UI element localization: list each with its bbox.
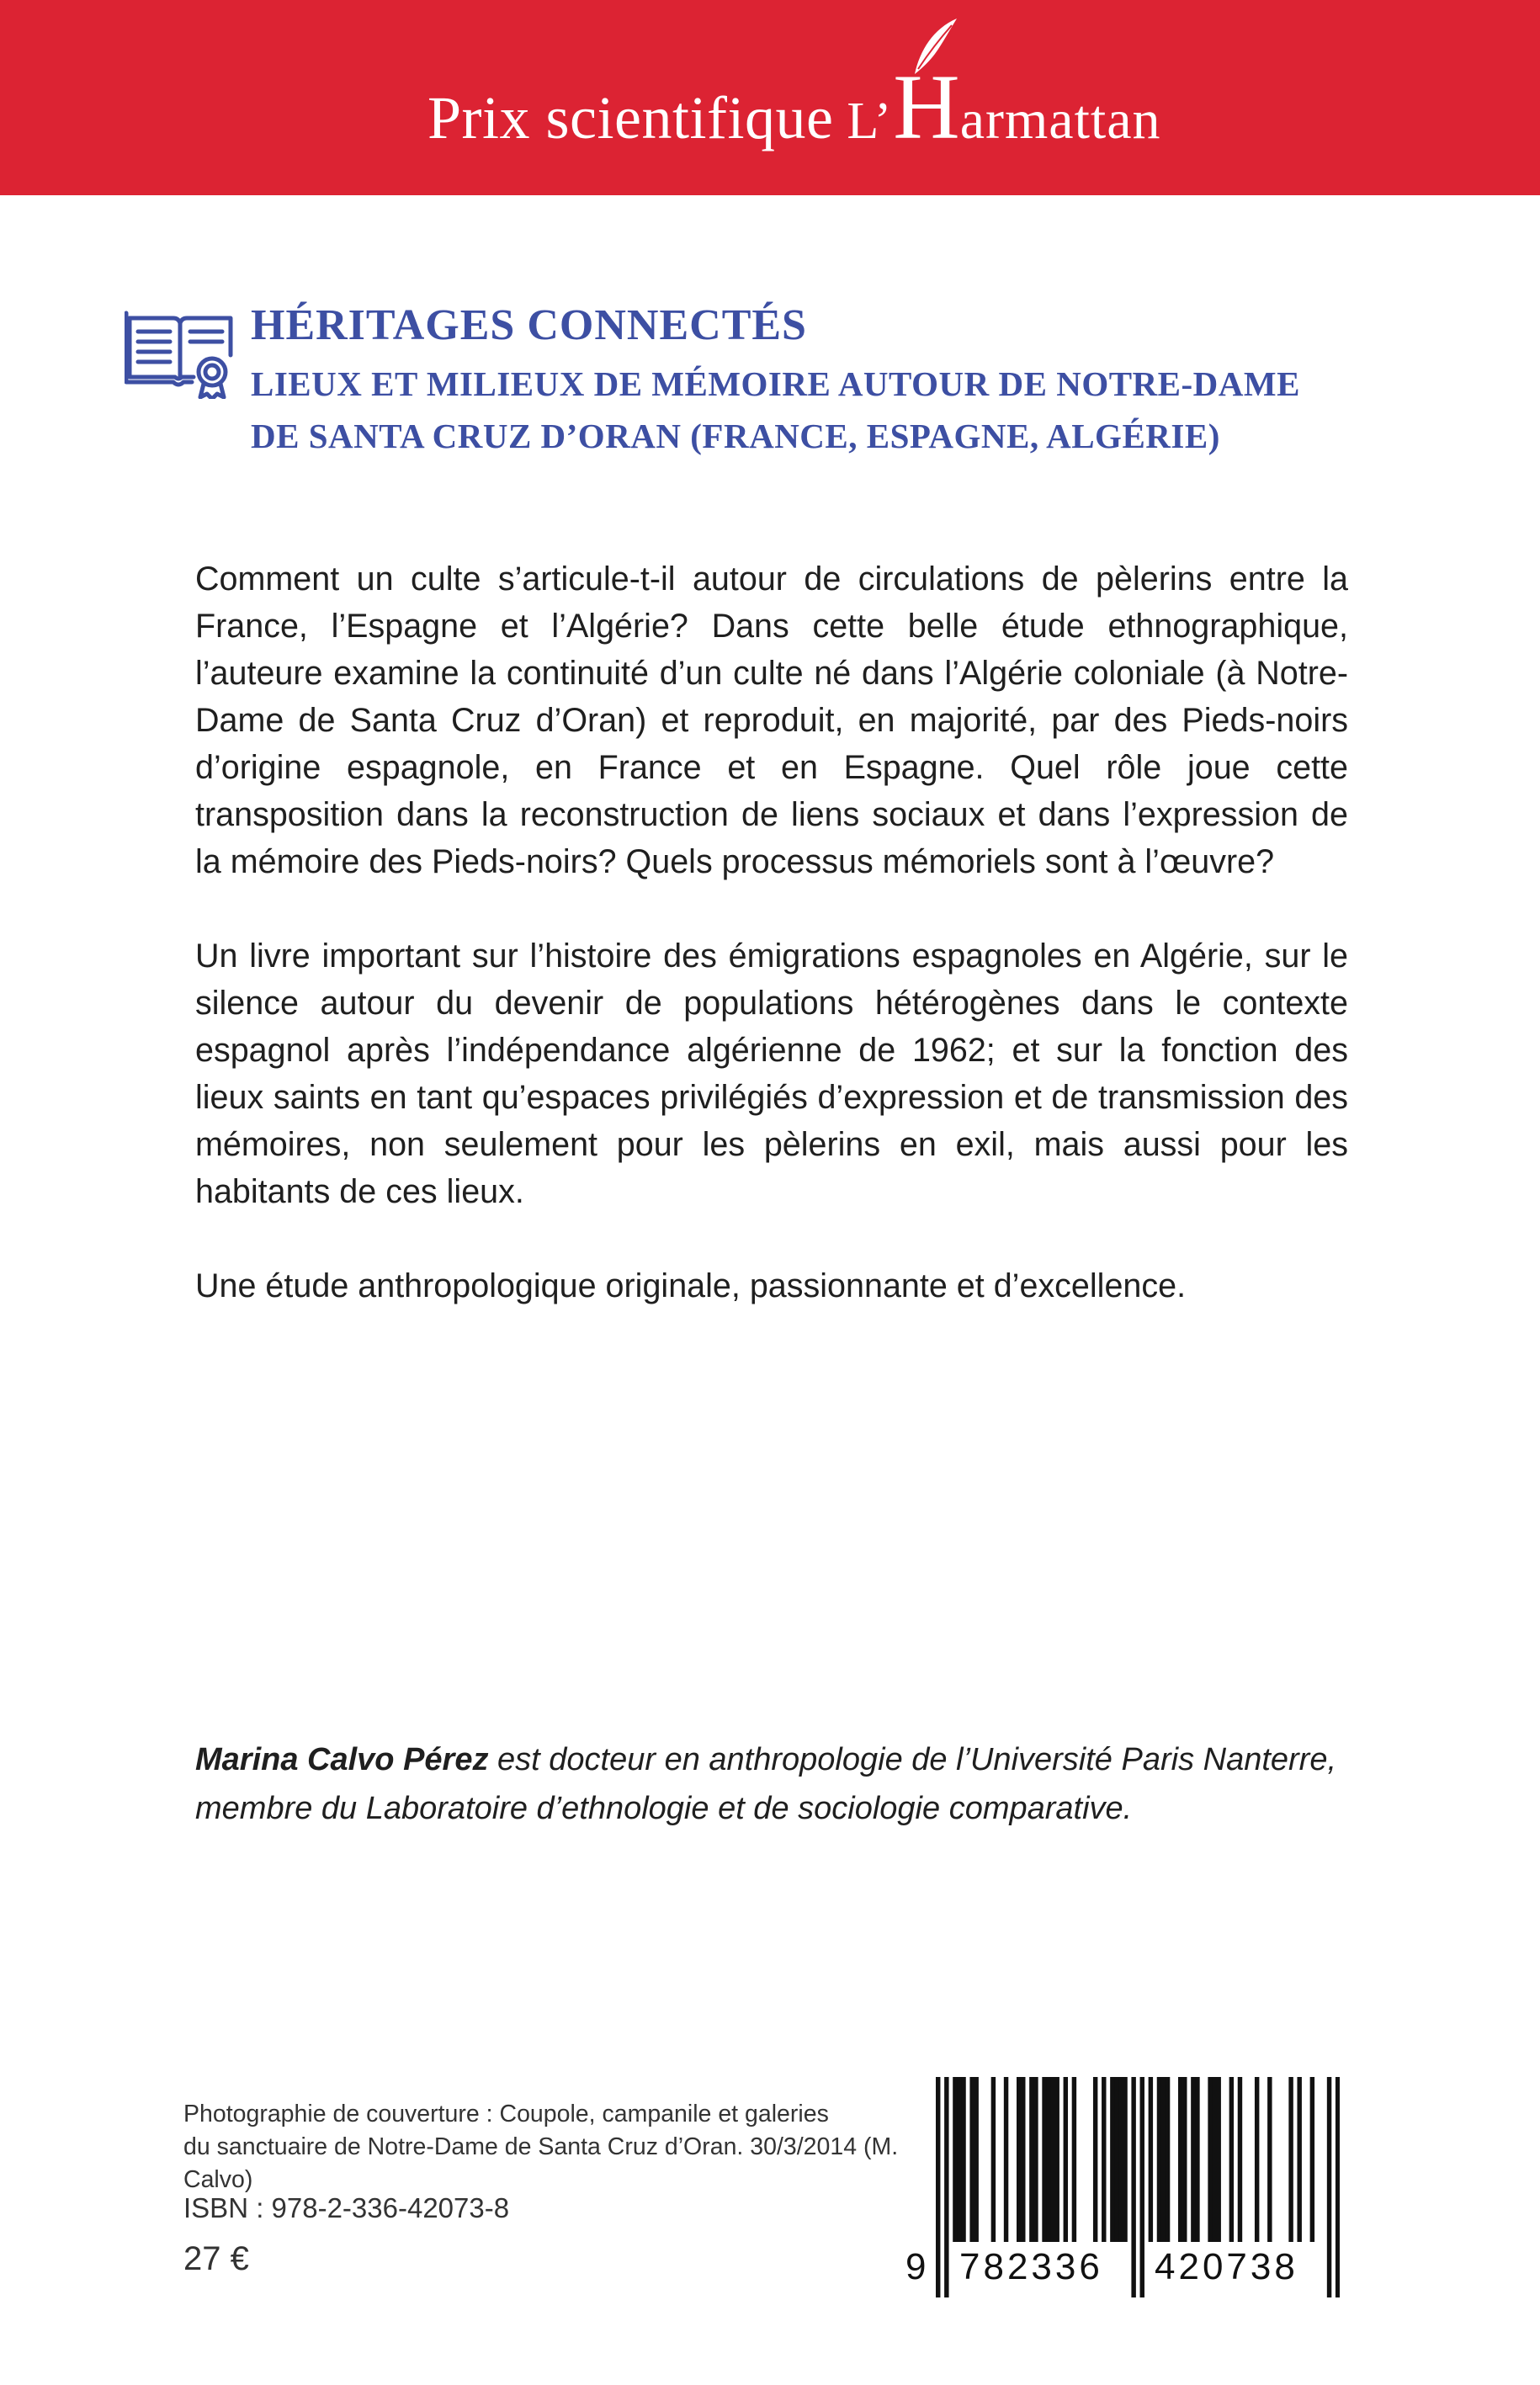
barcode-bar <box>1140 2077 1144 2297</box>
barcode-bar <box>1182 2077 1187 2242</box>
barcode-bar <box>1029 2077 1033 2242</box>
barcode-bar <box>1157 2077 1161 2242</box>
barcode-bar <box>1046 2077 1050 2242</box>
price: 27 € <box>183 2240 249 2277</box>
barcode-bar <box>969 2077 974 2242</box>
barcode-bar <box>1255 2077 1259 2242</box>
barcode-bar <box>1021 2077 1025 2242</box>
publisher-banner <box>0 0 1540 195</box>
barcode-bar <box>1208 2077 1212 2242</box>
barcode-bar <box>1123 2077 1127 2242</box>
book-heading <box>251 301 1446 462</box>
book-certificate-icon <box>125 305 239 399</box>
barcode-bar <box>1238 2077 1242 2242</box>
isbn: ISBN : 978-2-336-42073-8 <box>183 2192 510 2223</box>
barcode-bar <box>974 2077 978 2242</box>
barcode-bar <box>991 2077 996 2242</box>
barcode-bar <box>1042 2077 1046 2242</box>
banner-title <box>427 56 1161 158</box>
author-bio <box>195 1735 1348 1833</box>
prize-label: Prix scientifique <box>427 84 834 151</box>
description-paragraph: Un livre important sur l’histoire des émigrations espagnoles en Algérie, sur le silence autour du devenir de populations hétérogènes dans le contexte espagnol après l’indépendance algérienne de 1962; et sur la fonction des lieux saints en tant qu’espaces privilégiés d’expression et de transmission des mémoires, non seulement pour les pèlerins en exil, mais aussi pour les habitants de ces lieux. <box>195 938 1348 1210</box>
barcode-bar <box>1327 2077 1331 2297</box>
barcode-bar <box>1161 2077 1166 2242</box>
barcode-bar <box>1149 2077 1153 2242</box>
barcode-bar <box>944 2077 948 2297</box>
barcode-bar <box>1310 2077 1314 2242</box>
barcode-bar <box>1064 2077 1068 2242</box>
barcode-bar <box>1336 2077 1340 2297</box>
barcode-bar <box>1054 2077 1059 2242</box>
barcode-bar <box>1229 2077 1234 2242</box>
book-description <box>195 555 1348 1357</box>
barcode-bar <box>1093 2077 1097 2242</box>
barcode-bar <box>961 2077 965 2242</box>
description-paragraph: Une étude anthropologique originale, passionnante et d’excellence. <box>195 1267 1187 1304</box>
barcode-bar <box>1131 2077 1135 2297</box>
barcode-bar <box>1166 2077 1170 2242</box>
barcode-bar <box>953 2077 957 2242</box>
description-paragraph: Comment un culte s’articule-t-il autour de circulations de pèlerins entre la France, l’Espagne et l’Algérie? Dans cette belle étude ethnographique, l’auteure examine la continuité d’un culte né dans l’Algérie coloniale (à Notre-Dame de Santa Cruz d’Oran) et reproduit, en majorité, par des Pieds-noirs d’origine espagnole, en France et en Espagne. Quel rôle joue cette transposition dans la reconstruction de liens sociaux et dans l’expression de la mémoire des Pieds-noirs? Quels processus mémoriels sont à l’œuvre? <box>195 560 1348 880</box>
barcode-bar <box>1072 2077 1076 2242</box>
barcode-bar <box>1114 2077 1118 2242</box>
barcode-bar <box>1267 2077 1272 2242</box>
barcode-digits-right: 420738 <box>1155 2246 1298 2287</box>
photo-credit: Photographie de couverture : Coupole, campanile et galeries du sanctuaire de Notre-Dame de Santa Cruz d’Oran. 30/3/2014 (M. Calvo) <box>183 2101 899 2193</box>
barcode-digits-left: 782336 <box>959 2246 1103 2287</box>
barcode-bar <box>957 2077 961 2242</box>
barcode-bar <box>1004 2077 1008 2242</box>
barcode-bar <box>936 2077 940 2297</box>
book-title: HÉRITAGES CONNECTÉS <box>251 301 807 349</box>
publisher-logo: L’ H armattan <box>847 61 1160 153</box>
author-name: Marina Calvo Pérez <box>195 1742 489 1777</box>
barcode-bar <box>1191 2077 1195 2242</box>
barcode-bar <box>1195 2077 1199 2242</box>
barcode-bar <box>1178 2077 1182 2242</box>
barcode-bar <box>1212 2077 1216 2242</box>
barcode-bar <box>1017 2077 1021 2242</box>
barcode-digit-first: 9 <box>905 2246 930 2287</box>
barcode-bar <box>1102 2077 1106 2242</box>
barcode-bar <box>1118 2077 1123 2242</box>
quill-icon <box>910 17 959 76</box>
barcode-bar <box>1216 2077 1220 2242</box>
barcode-bar <box>1050 2077 1054 2242</box>
book-subtitle: LIEUX ET MILIEUX DE MÉMOIRE AUTOUR DE NOTRE-DAME DE SANTA CRUZ D’ORAN (FRANCE, ESPAGNE, ALGÉRIE) <box>251 364 1300 456</box>
barcode-bar <box>1297 2077 1301 2242</box>
author-description: est docteur en anthropologie de l’Université Paris Nanterre, membre du Laboratoire d’ethnologie et de sociologie comparative. <box>195 1742 1337 1826</box>
barcode-bar <box>1288 2077 1293 2242</box>
barcode-bar <box>1033 2077 1038 2242</box>
barcode-bar <box>1110 2077 1114 2242</box>
